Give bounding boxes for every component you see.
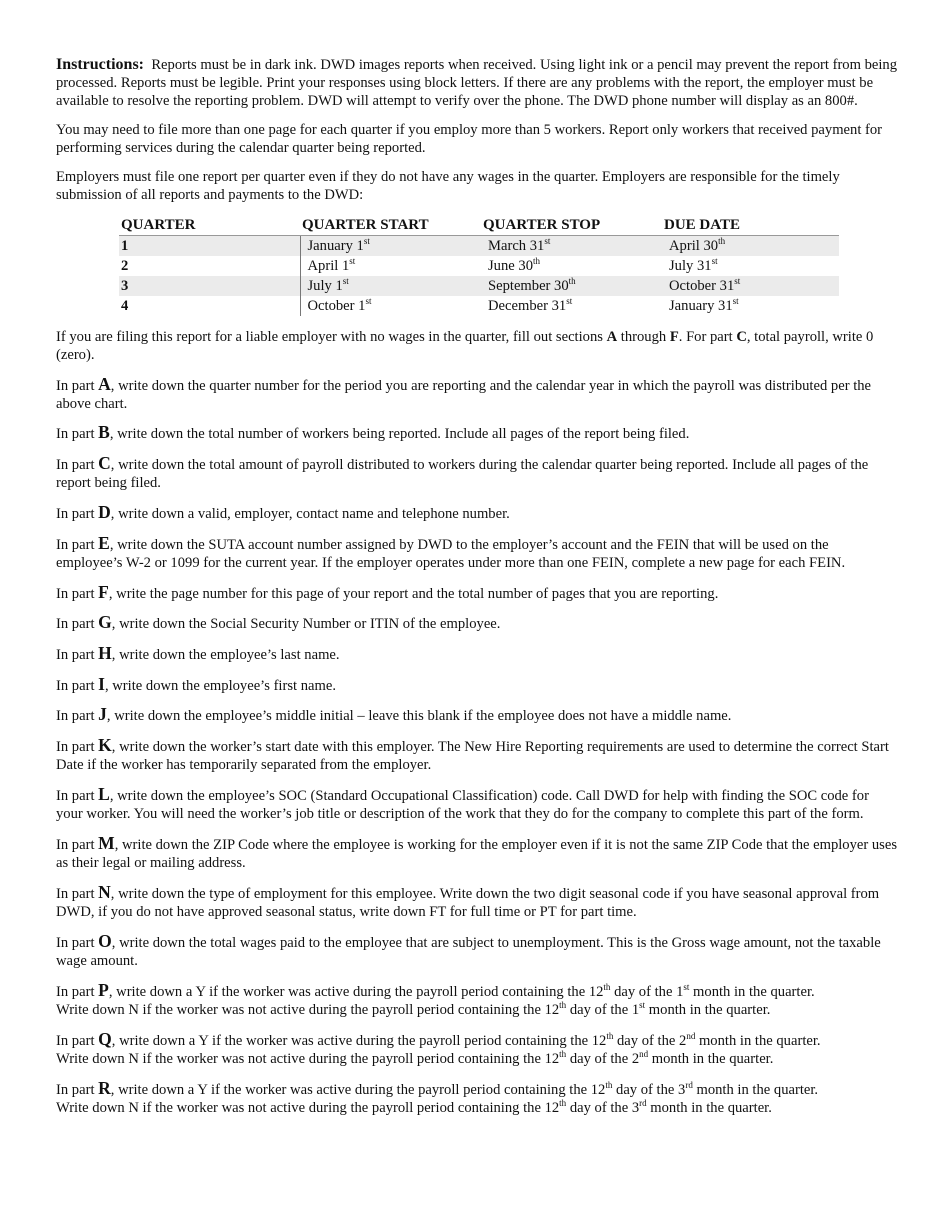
quarter-number: 3 <box>119 276 300 296</box>
part-l-instruction: In part L, write down the employee’s SOC (Standard Occupational Classification) code. Call DWD for help with finding the SOC code for your worker. You will need the worker’s job title or description of the work that they do for the company to complete this part of the form. <box>56 784 869 823</box>
quarter-start: October 1st <box>300 296 481 316</box>
multiple-pages-paragraph: You may need to file more than one page for each quarter if you employ more than 5 workers. Report only workers that received payment for performing services during the calendar quarter being reported. <box>56 122 883 157</box>
part-f-instruction: In part F, write the page number for this page of your report and the total number of pages that you are reporting. <box>56 581 719 602</box>
instructions-text: Reports must be in dark ink. DWD images reports when received. Using light ink or a pencil may prevent the report from being processed. Reports must be legible. Print your responses using block letters. If there are any problems with the report, the employer must be available to resolve the reporting problem. DWD will attempt to verify over the phone. The DWD phone number will display as an 800#. <box>56 57 898 110</box>
instructions-paragraph <box>56 56 898 111</box>
part-b-instruction: In part B, write down the total number of workers being reported. Include all pages of the report being filed. <box>56 422 690 443</box>
quarter-start: April 1st <box>300 256 481 276</box>
table-header-row <box>119 214 839 235</box>
part-e-instruction: In part E, write down the SUTA account number assigned by DWD to the employer’s account and the FEIN that will be used on the employee’s W-2 or 1099 for the current year. If the employer operates under more than one FEIN, complete a new page for each FEIN. <box>56 532 846 571</box>
part-h-instruction: In part H, write down the employee’s last name. <box>56 643 340 664</box>
part-r-instruction: In part R, write down a Y if the worker was active during the payroll period containing the 12th day of the 3rd month in the quarter. Write down N if the worker was not active during the payroll period containing the 12th day of the 3rd month in the quarter. <box>56 1077 819 1116</box>
part-k-instruction: In part K, write down the worker’s start date with this employer. The New Hire Reporting requirements are used to determine the correct Start Date if the worker has temporarily separated from the employer. <box>56 735 889 774</box>
due-date: July 31st <box>669 256 718 275</box>
instructions-label: Instructions: <box>56 56 145 73</box>
part-m-instruction: In part M, write down the ZIP Code where the employee is working for the employer even if it is not the same ZIP Code that the employer uses as their legal or mailing address. <box>56 832 898 872</box>
part-a-instruction: In part A, write down the quarter number for the period you are reporting and the calendar year in which the payroll was distributed per the above chart. <box>56 373 872 412</box>
table-row <box>119 235 839 256</box>
table-row <box>119 296 839 316</box>
quarter-start: July 1st <box>300 276 481 296</box>
part-o-instruction: In part O, write down the total wages paid to the employee that are subject to unemployment. This is the Gross wage amount, not the taxable wage amount. <box>56 930 881 969</box>
quarter-number: 2 <box>121 258 129 275</box>
header-quarter-stop: QUARTER STOP <box>481 214 662 235</box>
quarter-number: 1 <box>119 235 300 256</box>
header-quarter: QUARTER <box>119 214 300 235</box>
header-quarter-start: QUARTER START <box>300 214 481 235</box>
quarter-due-date-table <box>119 214 839 315</box>
quarterly-filing-paragraph: Employers must file one report per quarter even if they do not have any wages in the quarter. Employers are responsible for the timely submission of all reports and payments to the DWD: <box>56 169 840 204</box>
due-date: April 30th <box>662 235 839 256</box>
quarter-start: January 1st <box>300 235 481 256</box>
part-d-instruction: In part D, write down a valid, employer, contact name and telephone number. <box>56 502 510 523</box>
table-row <box>119 256 839 276</box>
quarter-stop: March 31st <box>481 235 662 256</box>
part-i-instruction: In part I, write down the employee’s first name. <box>56 673 336 694</box>
part-j-instruction: In part J, write down the employee’s middle initial – leave this blank if the employee does not have a middle name. <box>56 704 732 725</box>
header-due-date: DUE DATE <box>662 214 839 235</box>
no-wages-paragraph: If you are filing this report for a liable employer with no wages in the quarter, fill out sections A through F. For part C, total payroll, write 0 (zero). <box>56 328 874 363</box>
quarter-stop: September 30th <box>481 276 662 296</box>
quarter-stop: June 30th <box>488 256 541 275</box>
table-row <box>119 276 839 296</box>
part-p-instruction: In part P, write down a Y if the worker was active during the payroll period containing the 12th day of the 1st month in the quarter. Write down N if the worker was not active during the payroll period containing the 12th day of the 1st month in the quarter. <box>56 979 815 1018</box>
due-date: October 31st <box>662 276 839 296</box>
due-date: January 31st <box>669 296 739 315</box>
part-g-instruction: In part G, write down the Social Security Number or ITIN of the employee. <box>56 612 501 633</box>
quarter-stop: December 31st <box>488 296 573 315</box>
part-c-instruction: In part C, write down the total amount of payroll distributed to workers during the calendar quarter being reported. Include all pages of the report being filed. <box>56 453 869 492</box>
part-q-instruction: In part Q, write down a Y if the worker was active during the payroll period containing the 12th day of the 2nd month in the quarter. Write down N if the worker was not active during the payroll period containing the 12th day of the 2nd month in the quarter. <box>56 1028 821 1067</box>
quarter-number: 4 <box>121 298 129 315</box>
part-n-instruction: In part N, write down the type of employment for this employee. Write down the two digit seasonal code if you have seasonal approval from DWD, if you do not have approved seasonal status, write down FT for full time or PT for part time. <box>56 881 880 921</box>
